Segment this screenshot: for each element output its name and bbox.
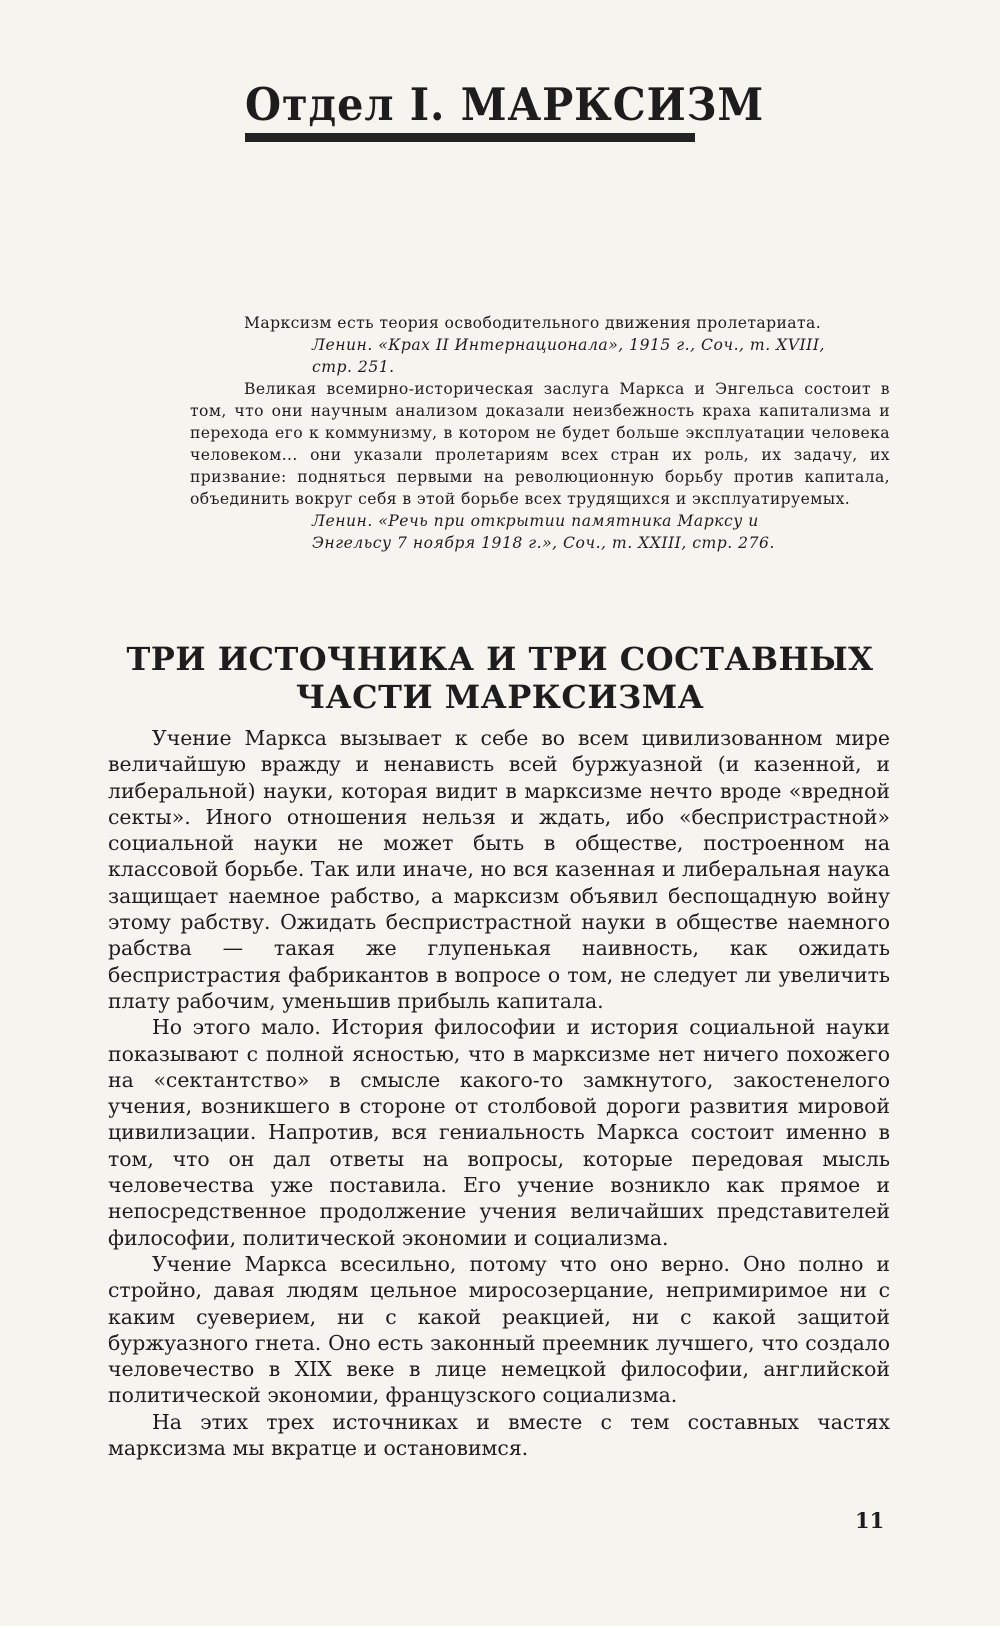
epigraph-source: Ленин. «Речь при открытии памятника Марксу и Энгельсу 7 ноября 1918 г.», Соч., т. XXIII, стр. 276. — [312, 512, 775, 552]
article-title: ТРИ ИСТОЧНИКА И ТРИ СОСТАВНЫХ ЧАСТИ МАРКСИЗМА — [126, 640, 874, 716]
epigraphs-block — [190, 312, 890, 554]
section-title: Отдел I. МАРКСИЗМ — [245, 78, 765, 131]
paragraph: Но этого мало. История философии и история социальной науки показывают с полной ясностью, что в марксизме нет ничего похожего на «сектантство» в смысле какого-то замкнутого, закостенелого учения, возникшего в стороне от столбовой дороги развития мировой цивилизации. Напротив, вся гениальность Маркса состоит именно в том, что он дал ответы на вопросы, которые передовая мысль человечества уже поставила. Его учение возникло как прямое и непосредственное продолжение учения величайших представителей философии, политической экономии и социализма. — [108, 1015, 890, 1250]
epigraph-source: Ленин. «Крах II Интернационала», 1915 г., Соч., т. XVIII, стр. 251. — [312, 336, 825, 376]
epigraph-quote: Марксизм есть теория освободительного движения пролетариата. — [244, 314, 822, 332]
paragraph: Учение Маркса всесильно, потому что оно верно. Оно полно и стройно, давая людям цельное миросозерцание, непримиримое ни с каким суеверием, ни с какой реакцией, ни с какой защитой буржуазного гнета. Оно есть законный преемник лучшего, что создало человечество в XIX веке в лице немецкой философии, английской политической экономии, французского социализма. — [108, 1251, 890, 1408]
title-underline-rule — [245, 133, 695, 142]
paragraph: Учение Маркса вызывает к себе во всем цивилизованном мире величайшую вражду и ненависть всей буржуазной (и казенной, и либеральной) науки, которая видит в марксизме нечто вроде «вредной секты». Иного отношения нельзя и ждать, ибо «беспристрастной» социальной науки не может быть в обществе, построенном на классовой борьбе. Так или иначе, но вся казенная и либеральная наука защищает наемное рабство, а марксизм объявил беспощадную войну этому рабству. Ожидать беспристрастной науки в обществе наемного рабства — такая же глупенькая наивность, как ожидать беспристрастия фабрикантов в вопросе о том, не следует ли увеличить плату рабочим, уменьшив прибыль капитала. — [108, 726, 890, 1013]
paragraph: На этих трех источниках и вместе с тем составных частях марксизма мы вкратце и остановимся. — [108, 1409, 890, 1461]
page-number: 11 — [855, 1508, 885, 1533]
article-body — [108, 725, 890, 1461]
epigraph-quote: Великая всемирно-историческая заслуга Маркса и Энгельса состоит в том, что они научным анализом доказали неизбежность краха капитализма и перехода его к коммунизму, в котором не будет больше эксплуатации человека человеком... они указали пролетариям всех стран их роль, их задачу, их призвание: подняться первыми на революционную борьбу против капитала, объединить вокруг себя в этой борьбе всех трудящихся и эксплуатируемых. — [190, 380, 890, 508]
